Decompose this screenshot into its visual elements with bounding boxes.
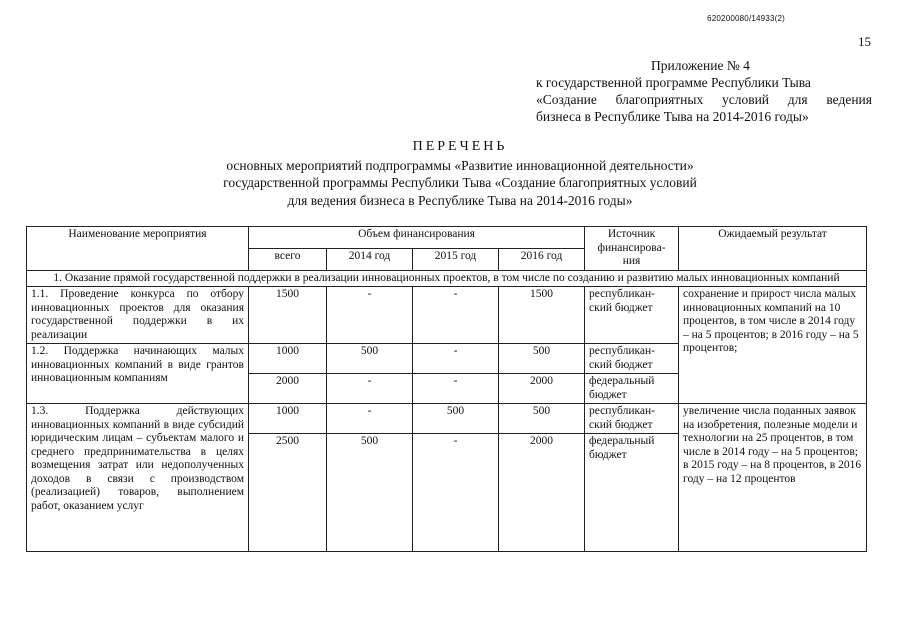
header-name: Наименование мероприятия (27, 227, 249, 271)
amount-2015: 500 (413, 404, 499, 434)
amount-2016: 500 (499, 344, 585, 374)
amount-2015: - (413, 374, 499, 404)
expected-result: увеличение числа поданных заявок на изобретения, полезные модели и технологии на 25 процентов, в том числе в 2014 году – на 5 процентов; в 2015 году – на 8 процентов, в 2016 году – на 12 процентов (679, 404, 867, 552)
header-funding: Объем финансирования (249, 227, 585, 249)
funding-source: республикан-ский бюджет (585, 287, 679, 344)
funding-source: республикан-ский бюджет (585, 344, 679, 374)
amount-total: 1500 (249, 287, 327, 344)
activities-table (26, 226, 867, 552)
amount-2014: - (327, 287, 413, 344)
appendix-line: «Создание благоприятных условий для ведения (536, 92, 872, 107)
title-line: основных мероприятий подпрограммы «Развитие инновационной деятельности» (226, 157, 694, 173)
amount-2014: - (327, 374, 413, 404)
amount-2014: - (327, 404, 413, 434)
title-line: для ведения бизнеса в Республике Тыва на 2014-2016 годы» (287, 192, 633, 208)
activity-name: 1.3. Поддержка действующих инновационных компаний в виде субсидий юридическим лицам – субъектам малого и среднего предпринимательства в целях возмещения затрат или недополученных доходов в связи с производством (реализацией) товаров, выполнением работ, оказанием услуг (27, 404, 249, 552)
activity-name: 1.1. Проведение конкурса по отбору инновационных проектов для оказания государственной поддержки в их реализации (27, 287, 249, 344)
appendix-line: к государственной программе Республики Тыва (536, 75, 811, 90)
amount-total: 2500 (249, 434, 327, 552)
appendix-line: бизнеса в Республике Тыва на 2014-2016 годы» (536, 109, 809, 124)
amount-total: 1000 (249, 404, 327, 434)
amount-2016: 2000 (499, 434, 585, 552)
header-source: Источник финансирова-ния (585, 227, 679, 271)
header-2014: 2014 год (327, 248, 413, 270)
funding-source: республикан-ский бюджет (585, 404, 679, 434)
appendix-block (536, 57, 872, 125)
header-2016: 2016 год (499, 248, 585, 270)
table-header-row (27, 227, 867, 249)
document-id: 620200080/14933(2) (707, 14, 785, 23)
amount-2014: 500 (327, 434, 413, 552)
activity-name: 1.2. Поддержка начинающих малых инновационных компаний в виде грантов инновационным компаниям (27, 344, 249, 404)
appendix-title: Приложение № 4 (651, 58, 750, 73)
amount-2015: - (413, 287, 499, 344)
header-2015: 2015 год (413, 248, 499, 270)
amount-2014: 500 (327, 344, 413, 374)
funding-source: федеральный бюджет (585, 434, 679, 552)
amount-2016: 1500 (499, 287, 585, 344)
section-row (27, 270, 867, 287)
funding-source: федеральный бюджет (585, 374, 679, 404)
table-row (27, 404, 867, 434)
table-row (27, 287, 867, 344)
amount-total: 1000 (249, 344, 327, 374)
expected-result: сохранение и прирост числа малых инновационных компаний на 10 процентов, в том числе в 2014 году – на 5 процентов; в 2016 году – на 5 процентов; (679, 287, 867, 404)
amount-2016: 500 (499, 404, 585, 434)
title-heading: ПЕРЕЧЕНЬ (412, 139, 508, 154)
amount-2015: - (413, 434, 499, 552)
amount-total: 2000 (249, 374, 327, 404)
page-number: 15 (858, 34, 871, 49)
header-total: всего (249, 248, 327, 270)
amount-2015: - (413, 344, 499, 374)
amount-2016: 2000 (499, 374, 585, 404)
section-title: 1. Оказание прямой государственной поддержки в реализации инновационных проектов, в том числе по созданию и развитию малых инновационных компаний (27, 270, 867, 287)
header-result: Ожидаемый результат (679, 227, 867, 271)
title-line: государственной программы Республики Тыва «Создание благоприятных условий (223, 175, 697, 190)
document-title (120, 138, 800, 209)
